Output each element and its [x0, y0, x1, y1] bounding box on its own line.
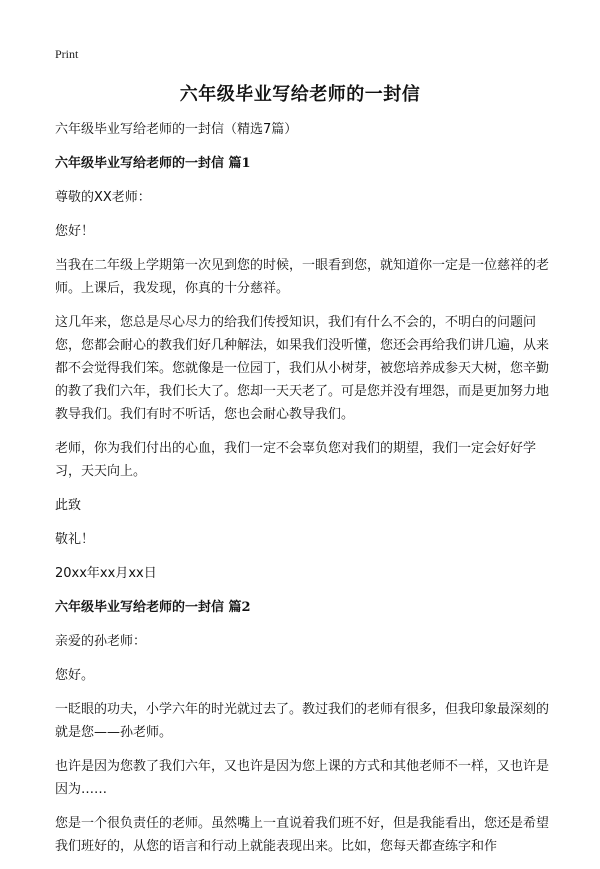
section-heading: 六年级毕业写给老师的一封信 篇1 [55, 156, 251, 171]
date: 20xx年xx月xx日 [55, 566, 157, 581]
paragraph: 您是一个很负责任的老师。虽然嘴上一直说着我们班不好，但是我能看出，您还是希望我们班好的，从您的语言和行动上就能表现出来。比如，您每天都查练字和作 [55, 816, 550, 854]
subtitle: 六年级毕业写给老师的一封信（精选7篇） [55, 122, 298, 137]
closing: 此致 [55, 498, 82, 513]
paragraph: 老师，你为我们付出的心血，我们一定不会辜负您对我们的期望，我们一定会好好学习，天天向上。 [55, 441, 537, 479]
letter-body [55, 118, 555, 869]
section-heading: 六年级毕业写给老师的一封信 篇2 [55, 600, 251, 615]
salutation: 亲爱的孙老师： [55, 634, 147, 649]
paragraph: 这几年来，您总是尽心尽力的给我们传授知识，我们有什么不会的，不明白的问题问您，您都会耐心的教我们好几种解法，如果我们没听懂，您还会再给我们讲几遍，从来都不会觉得我们笨。您就像是一位园丁，我们从小树芽，被您培养成参天大树，您辛勤的教了我们六年，我们长大了。您却一天天老了。可是您并没有埋怨，而是更加努力地教导我们。我们有时不听话，您也会耐心教导我们。 [55, 315, 550, 422]
section-1 [55, 152, 555, 585]
salutation: 尊敬的XX老师： [55, 190, 151, 205]
paragraph: 当我在二年级上学期第一次见到您的时候，一眼看到您，就知道你一定是一位慈祥的老师。上课后，我发现，你真的十分慈祥。 [55, 258, 550, 296]
section-2 [55, 596, 555, 858]
greeting: 您好！ [55, 224, 95, 239]
page-title: 六年级毕业写给老师的一封信 [179, 84, 421, 105]
paragraph: 也许是因为您教了我们六年，又也许是因为您上课的方式和其他老师不一样，又也许是因为…… [55, 759, 550, 797]
closing-salute: 敬礼！ [55, 532, 95, 547]
print-link[interactable]: Print [55, 47, 79, 61]
greeting: 您好。 [55, 668, 95, 683]
paragraph: 一眨眼的功夫，小学六年的时光就过去了。教过我们的老师有很多，但我印象最深刻的就是您——孙老师。 [55, 702, 550, 740]
